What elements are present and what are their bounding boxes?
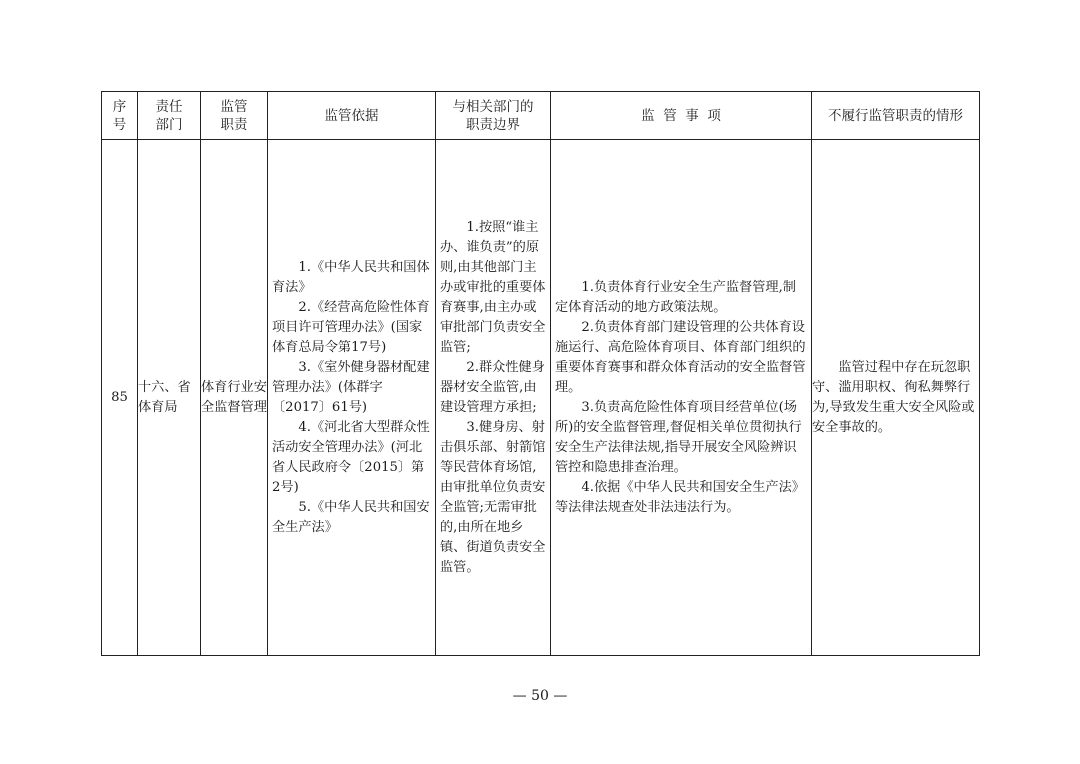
basis-item: 5.《中华人民共和国安全生产法》 — [272, 499, 430, 535]
header-basis — [268, 92, 436, 140]
cell-items — [551, 140, 812, 656]
items-entry: 4.依据《中华人民共和国安全生产法》等法律法规查处非法违法行为。 — [555, 479, 805, 515]
cell-failure — [812, 140, 980, 656]
items-entry: 2.负责体育部门建设管理的公共体育设施运行、高危险体育项目、体育部门组织的重要体育赛事和群众体育活动的安全监督管理。 — [555, 319, 806, 395]
basis-item: 2.《经营高危险性体育项目许可管理办法》(国家体育总局令第17号) — [272, 299, 430, 355]
cell-duty: 体育行业安全监督管理 — [201, 140, 268, 656]
header-boundary-line1: 与相关部门的 — [452, 98, 534, 115]
header-dept-line2: 部门 — [155, 116, 183, 133]
header-no-line2: 号 — [112, 116, 127, 133]
basis-item: 1.《中华人民共和国体育法》 — [272, 259, 430, 295]
basis-item: 3.《室外健身器材配建管理办法》(体群字〔2017〕61号) — [272, 359, 430, 415]
cell-no: 85 — [102, 140, 138, 656]
header-row — [102, 92, 980, 140]
boundary-item: 3.健身房、射击俱乐部、射箭馆等民营体育场馆,由审批单位负责安全监管;无需审批的,由所在地乡镇、街道负责安全监管。 — [440, 419, 546, 575]
page-number: — 50 — — [512, 688, 568, 704]
header-failure-label: 不履行监管职责的情形 — [828, 107, 963, 124]
table-row — [102, 140, 980, 656]
basis-item: 4.《河北省大型群众性活动安全管理办法》(河北省人民政府令〔2015〕第2号) — [272, 419, 430, 495]
items-entry: 1.负责体育行业安全生产监督管理,制定体育活动的地方政策法规。 — [555, 279, 796, 315]
failure-text: 监管过程中存在玩忽职守、滥用职权、徇私舞弊行为,导致发生重大安全风险或安全事故的。 — [812, 359, 975, 435]
header-basis-label: 监管依据 — [324, 107, 379, 124]
header-duty-line2: 职责 — [220, 116, 248, 133]
header-failure — [812, 92, 980, 140]
cell-boundary — [436, 140, 551, 656]
header-items — [551, 92, 812, 140]
regulation-table — [101, 91, 980, 656]
header-boundary — [436, 92, 551, 140]
header-dept — [138, 92, 201, 140]
header-boundary-line2: 职责边界 — [466, 116, 520, 133]
boundary-item: 1.按照“谁主办、谁负责”的原则,由其他部门主办或审批的重要体育赛事,由主办或审批部门负责安全监管; — [440, 219, 546, 355]
cell-basis — [268, 140, 436, 656]
header-items-label: 监 管 事 项 — [641, 107, 721, 124]
boundary-item: 2.群众性健身器材安全监管,由建设管理方承担; — [440, 359, 545, 415]
header-duty — [201, 92, 268, 140]
items-entry: 3.负责高危险性体育项目经营单位(场所)的安全监督管理,督促相关单位贯彻执行安全生产法律法规,指导开展安全风险辨识管控和隐患排查治理。 — [555, 399, 802, 475]
header-dept-line1: 责任 — [155, 98, 183, 115]
header-duty-line1: 监管 — [220, 98, 248, 115]
header-no — [102, 92, 138, 140]
cell-dept: 十六、省体育局 — [138, 140, 201, 656]
header-no-line1: 序 — [112, 98, 127, 115]
